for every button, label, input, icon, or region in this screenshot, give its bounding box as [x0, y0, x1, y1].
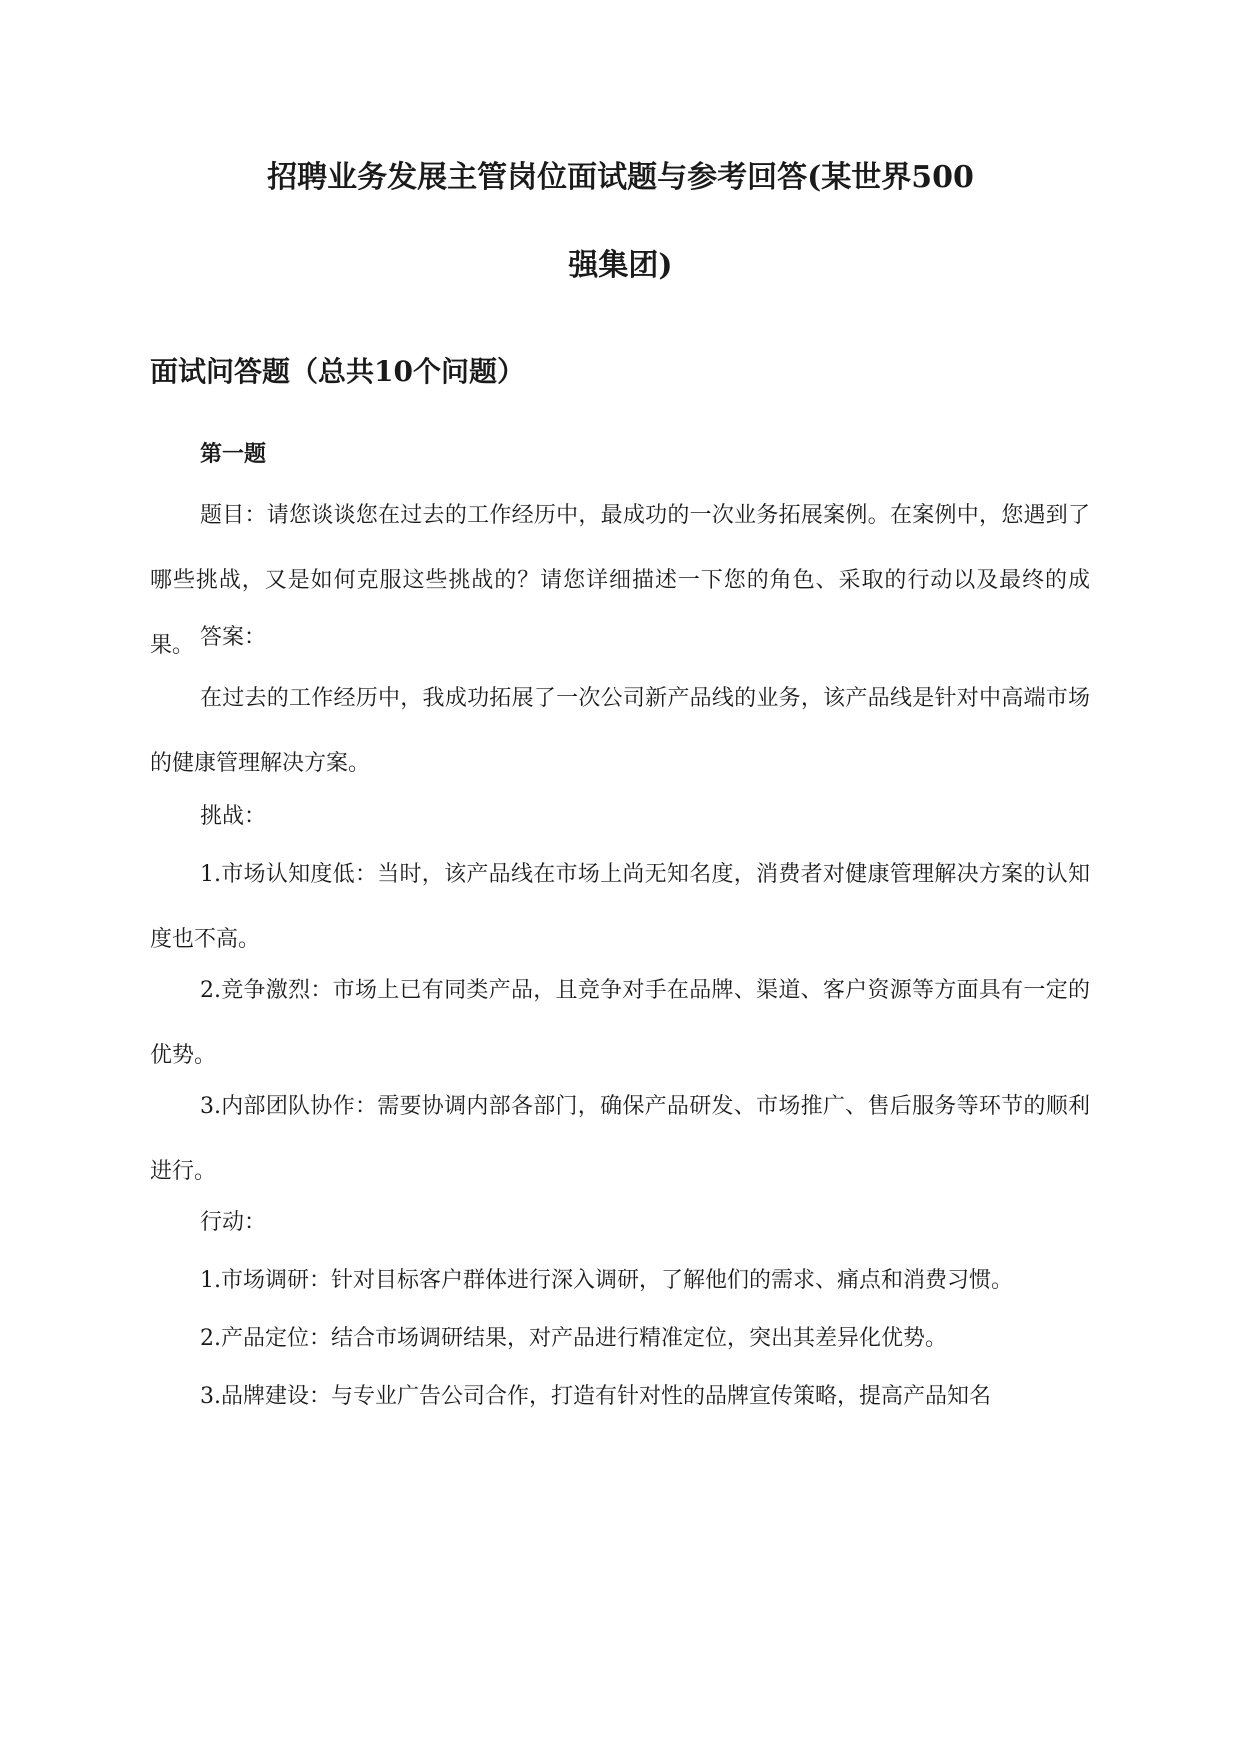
question-heading: 第一题 — [200, 441, 267, 467]
challenge-item-2: 2.竞争激烈：市场上已有同类产品，且竞争对手在品牌、渠道、客户资源等方面具有一定的优势。 — [150, 978, 1090, 1068]
question-paragraph: 题目：请您谈谈您在过去的工作经历中，最成功的一次业务拓展案例。在案例中，您遇到了哪些挑战，又是如何克服这些挑战的？请您详细描述一下您的角色、采取的行动以及最终的成果。 — [150, 503, 1090, 658]
actions-label: 行动： — [200, 1210, 267, 1235]
action-item-3: 3.品牌建设：与专业广告公司合作，打造有针对性的品牌宣传策略，提高产品知名 — [200, 1384, 991, 1409]
answer-intro-paragraph: 在过去的工作经历中，我成功拓展了一次公司新产品线的业务，该产品线是针对中高端市场的健康管理解决方案。 — [150, 686, 1090, 776]
section-heading: 面试问答题（总共10个问题） — [150, 355, 525, 388]
challenges-label: 挑战： — [200, 804, 267, 829]
action-item-2: 2.产品定位：结合市场调研结果，对产品进行精准定位，突出其差异化优势。 — [200, 1326, 947, 1351]
action-item-1: 1.市场调研：针对目标客户群体进行深入调研，了解他们的需求、痛点和消费习惯。 — [200, 1268, 1013, 1293]
answer-label: 答案： — [200, 625, 267, 650]
document-title-line-1: 招聘业务发展主管岗位面试题与参考回答(某世界500 — [267, 160, 974, 195]
challenge-item-1: 1.市场认知度低：当时，该产品线在市场上尚无知名度，消费者对健康管理解决方案的认知度也不高。 — [150, 862, 1090, 952]
challenge-item-3: 3.内部团队协作：需要协调内部各部门，确保产品研发、市场推广、售后服务等环节的顺利进行。 — [150, 1094, 1090, 1184]
document-title-line-2: 强集团) — [568, 248, 673, 283]
